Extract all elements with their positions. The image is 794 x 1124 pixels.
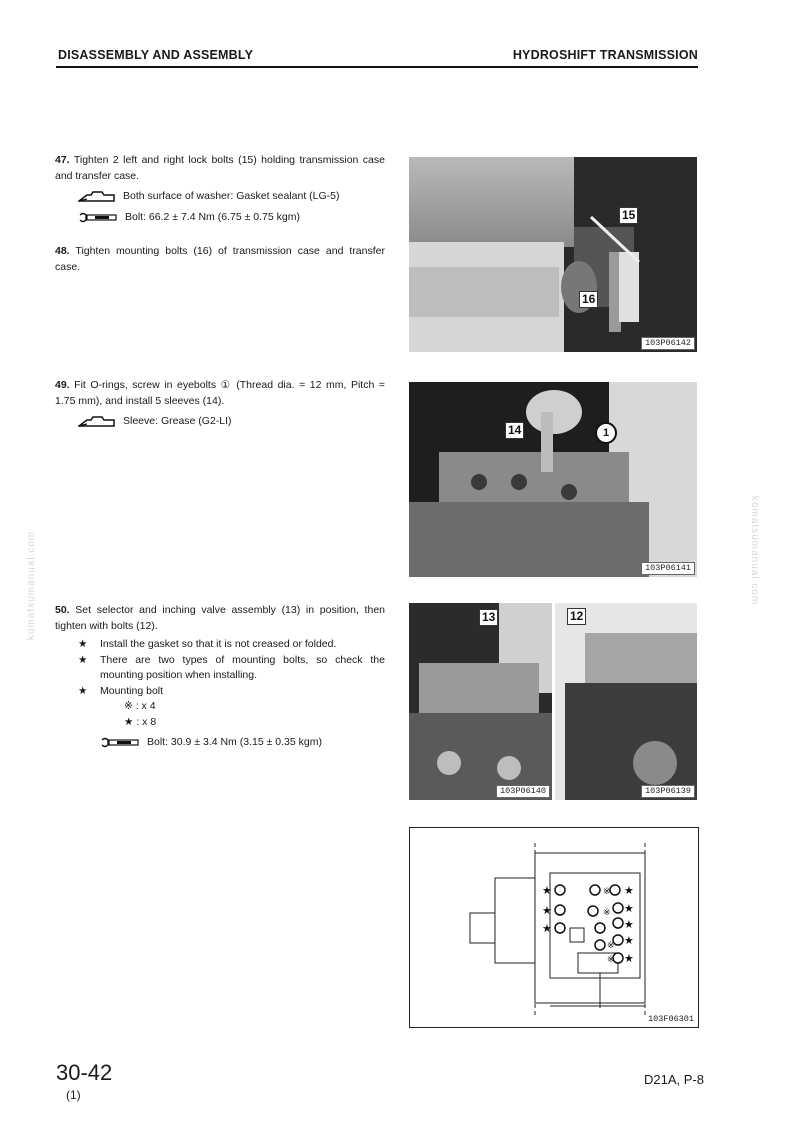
header-rule — [56, 66, 698, 68]
chapter-title: HYDROSHIFT TRANSMISSION — [512, 48, 698, 62]
step-text: Fit O-rings, screw in eyebolts ① (Thread dia. = 12 mm, Pitch = 1.75 mm), and install 5 sleeves (14). — [55, 379, 385, 407]
step-number: 49. — [55, 379, 70, 391]
grease-text: Sleeve: Grease (G2-LI) — [123, 415, 232, 427]
callout-15: 15 — [619, 207, 638, 224]
grease-spec — [55, 414, 385, 430]
photo-selector-valve-right — [555, 603, 697, 800]
step-number: 47. — [55, 154, 70, 166]
bolt-count-2: ★ : x 8 — [124, 715, 157, 728]
step-text: Tighten mounting bolts (16) of transmission case and transfer case. — [55, 245, 385, 273]
svg-text:★: ★ — [624, 902, 634, 915]
torque-wrench-icon — [100, 736, 140, 749]
svg-text:★: ★ — [624, 934, 634, 947]
torque-wrench-icon — [78, 211, 118, 224]
note-item: ★ Mounting bolt — [78, 684, 385, 700]
note-item: ★ Install the gasket so that it is not creased or folded. — [78, 637, 385, 653]
callout-14: 14 — [505, 422, 524, 439]
watermark-left: komatsumanual.com — [26, 530, 37, 640]
figure-caption: 103P06141 — [641, 562, 695, 575]
model-code: D21A, P-8 — [644, 1072, 704, 1087]
section-title: DISASSEMBLY AND ASSEMBLY — [58, 48, 254, 62]
torque-spec — [55, 210, 385, 226]
torque-spec — [55, 735, 385, 751]
star-symbol: ★ — [78, 638, 88, 650]
svg-text:★: ★ — [542, 922, 552, 935]
step-47 — [55, 153, 385, 225]
svg-text:★: ★ — [624, 918, 634, 931]
watermark-right: komatsumanual.com — [749, 496, 760, 606]
notes-list — [55, 637, 385, 699]
photo-eyebolts-sleeves — [409, 382, 697, 577]
step-50 — [55, 603, 385, 751]
torque-text: Bolt: 66.2 ± 7.4 Nm (6.75 ± 0.75 kgm) — [125, 210, 300, 223]
torque-text: Bolt: 30.9 ± 3.4 Nm (3.15 ± 0.35 kgm) — [147, 736, 322, 748]
sealant-text: Both surface of washer: Gasket sealant (LG-5) — [123, 190, 340, 202]
callout-1: 1 — [595, 422, 617, 444]
revision-number: (1) — [66, 1088, 81, 1102]
note-item: ★ There are two types of mounting bolts, so check the mounting position when installing. — [78, 653, 385, 681]
svg-text:※: ※ — [607, 941, 615, 951]
figure-caption: 103P06140 — [496, 785, 550, 798]
bolt-position-diagram — [409, 827, 699, 1028]
star-symbol: ★ — [78, 653, 88, 666]
step-number: 48. — [55, 245, 70, 257]
step-number: 50. — [55, 604, 70, 616]
sealant-tube-icon — [78, 415, 116, 428]
svg-text:★: ★ — [624, 884, 634, 897]
figure-caption: 103P06142 — [641, 337, 695, 350]
sealant-spec — [55, 189, 385, 205]
diagram-drawing — [410, 828, 698, 1027]
photo-transmission-lock-bolts — [409, 157, 697, 352]
svg-text:※: ※ — [607, 955, 615, 965]
callout-12: 12 — [567, 608, 586, 625]
step-text: Set selector and inching valve assembly (13) in position, then tighten with bolts (12). — [55, 604, 385, 632]
svg-text:※: ※ — [603, 887, 611, 897]
svg-text:★: ★ — [542, 904, 552, 917]
figure-caption: 103F06301 — [648, 1014, 694, 1024]
svg-text:※: ※ — [603, 908, 611, 918]
step-49 — [55, 378, 385, 430]
step-48 — [55, 244, 385, 275]
step-text: Tighten 2 left and right lock bolts (15) holding transmission case and transfer case. — [55, 154, 385, 182]
svg-text:★: ★ — [542, 884, 552, 897]
figure-caption: 103P06139 — [641, 785, 695, 798]
sealant-tube-icon — [78, 190, 116, 203]
callout-16: 16 — [579, 291, 598, 308]
callout-13: 13 — [479, 609, 498, 626]
bolt-count-1: ※ : x 4 — [124, 700, 156, 712]
photo-selector-valve-left — [409, 603, 552, 800]
svg-text:★: ★ — [624, 952, 634, 965]
page-number: 30-42 — [56, 1060, 113, 1085]
star-symbol: ★ — [78, 684, 88, 697]
